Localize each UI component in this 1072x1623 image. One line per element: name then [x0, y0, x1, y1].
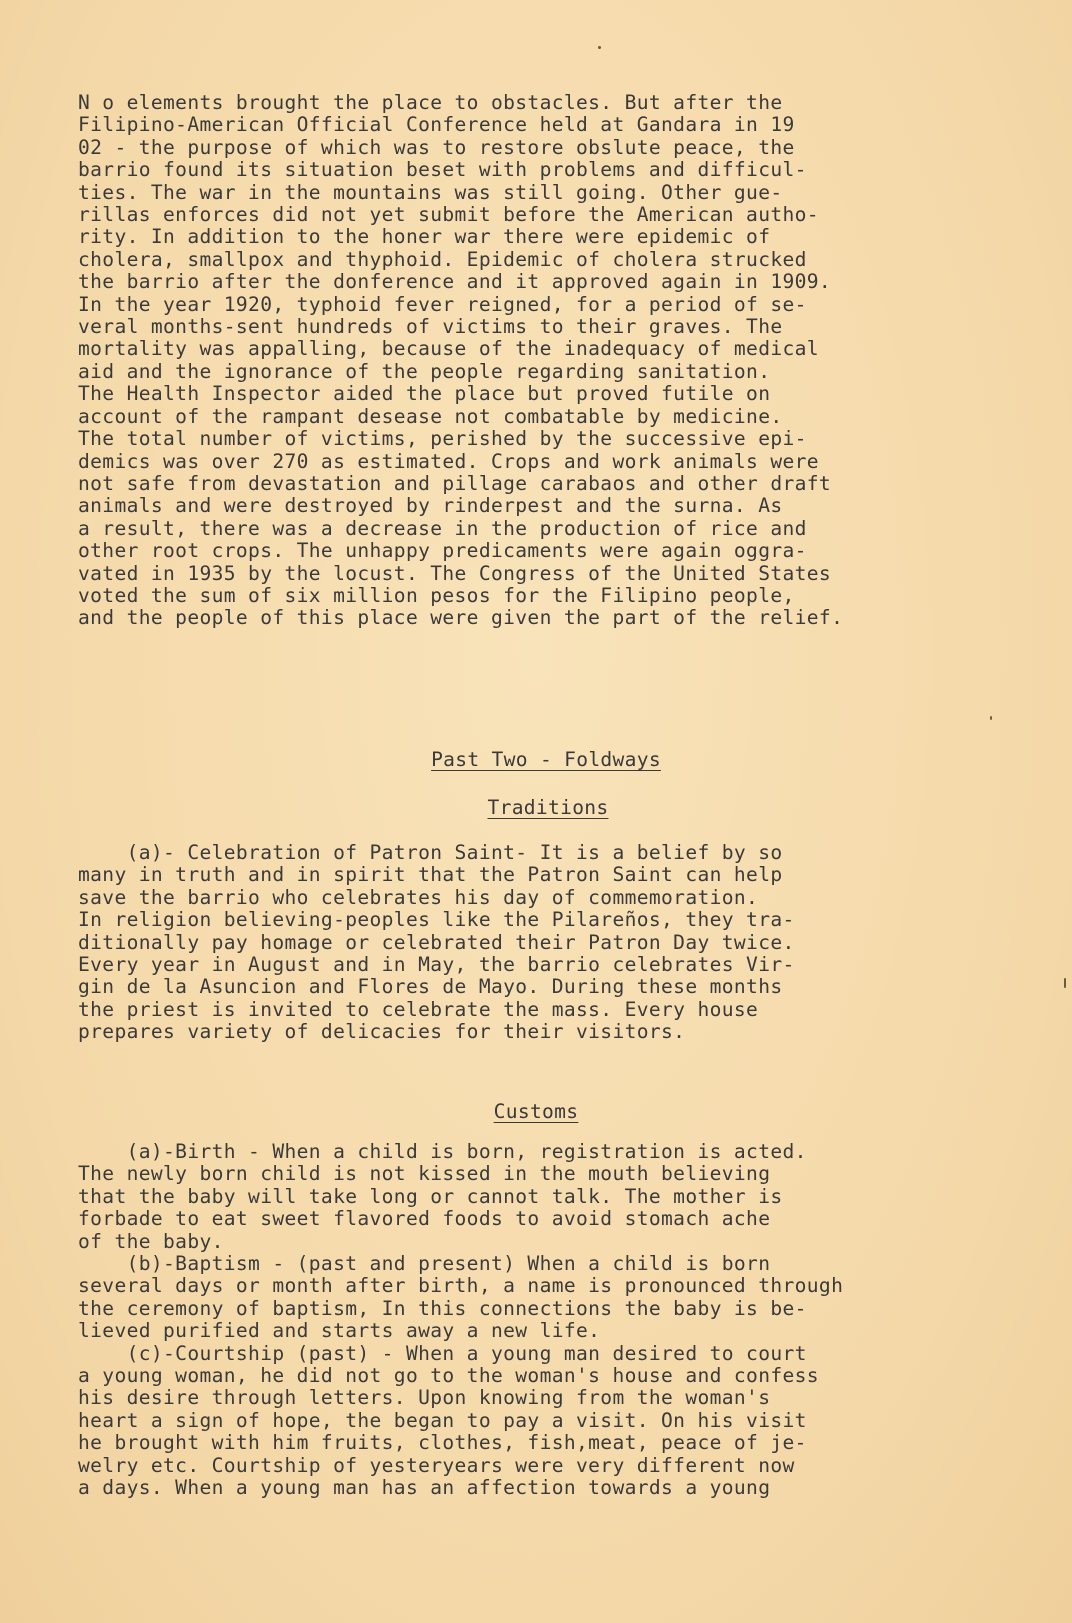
text-line: ties. The war in the mountains was still going. Other gue- [78, 180, 783, 204]
text-line: Filipino-American Official Conference held at Gandara in 19 [78, 113, 795, 137]
text-line: many in truth and in spirit that the Patron Saint can help [78, 863, 783, 887]
part-two-heading-text: Past Two - Foldways [431, 748, 661, 771]
text-line: he brought with him fruits, clothes, fish,meat, peace of je- [78, 1431, 807, 1455]
text-line: a days. When a young man has an affection towards a young [78, 1476, 771, 1500]
text-line: rillas enforces did not yet submit before the American autho- [78, 203, 819, 227]
text-line: the barrio after the donference and it approved again in 1909. [78, 270, 832, 294]
text-line: prepares variety of delicacies for their visitors. [78, 1020, 686, 1044]
text-line: rity. In addition to the honer war there were epidemic of [78, 225, 771, 249]
text-line: The total number of victims, perished by the successive epi- [78, 427, 807, 451]
text-line: (c)-Courtship (past) - When a young man desired to court [78, 1341, 807, 1365]
text-line: the priest is invited to celebrate the mass. Every house [78, 997, 759, 1021]
customs-heading-text: Customs [493, 1100, 579, 1123]
text-line: a young woman, he did not go to the woman's house and confess [78, 1364, 819, 1388]
text-line: the ceremony of baptism, In this connections the baby is be- [78, 1296, 807, 1320]
text-line: and the people of this place were given the part of the relief. [78, 606, 844, 630]
customs-paragraph [78, 1141, 1018, 1500]
text-line: forbade to eat sweet flavored foods to avoid stomach ache [78, 1207, 771, 1231]
traditions-paragraph [78, 842, 1018, 1044]
text-line: a result, there was a decrease in the production of rice and [78, 516, 807, 540]
text-line: not safe from devastation and pillage carabaos and other draft [78, 471, 832, 495]
text-line: several days or month after birth, a name is pronounced through [78, 1274, 844, 1298]
text-line: The newly born child is not kissed in the mouth believing [78, 1162, 771, 1186]
text-line: his desire through letters. Upon knowing from the woman's [78, 1386, 771, 1410]
text-line: (a)- Celebration of Patron Saint- It is a belief by so [78, 841, 783, 864]
text-line: welry etc. Courtship of yesteryears were very different now [78, 1453, 795, 1477]
text-line: The Health Inspector aided the place but proved futile on [78, 382, 771, 406]
text-line: Every year in August and in May, the barrio celebrates Vir- [78, 953, 795, 977]
text-line: demics was over 270 as estimated. Crops and work animals were [78, 449, 819, 473]
text-line: vated in 1935 by the locust. The Congress of the United States [78, 561, 832, 585]
text-line: other root crops. The unhappy predicaments were again oggra- [78, 539, 807, 563]
customs-heading [0, 1100, 1072, 1124]
text-line: 02 - the purpose of which was to restore obslute peace, the [78, 135, 795, 159]
traditions-heading [0, 796, 1072, 820]
text-line: of the baby. [78, 1229, 224, 1253]
text-line: N o elements brought the place to obstacles. But after the [78, 91, 783, 114]
text-line: (b)-Baptism - (past and present) When a child is born [78, 1252, 771, 1276]
text-line: gin de la Asuncion and Flores de Mayo. During these months [78, 975, 783, 999]
text-line: In the year 1920, typhoid fever reigned, for a period of se- [78, 292, 807, 316]
text-line: aid and the ignorance of the people regarding sanitation. [78, 359, 771, 383]
traditions-heading-text: Traditions [487, 796, 609, 819]
text-line: (a)-Birth - When a child is born, registration is acted. [78, 1140, 807, 1163]
text-line: veral months-sent hundreds of victims to their graves. The [78, 315, 783, 339]
text-line: mortality was appalling, because of the inadequacy of medical [78, 337, 819, 361]
text-line: In religion believing-peoples like the Pilareños, they tra- [78, 908, 795, 932]
history-paragraph [78, 92, 1018, 630]
text-line: ditionally pay homage or celebrated their Patron Day twice. [78, 930, 795, 954]
part-two-heading [0, 748, 1072, 772]
text-line: voted the sum of six million pesos for the Filipino people, [78, 583, 795, 607]
text-line: heart a sign of hope, the began to pay a visit. On his visit [78, 1408, 807, 1432]
text-line: cholera, smallpox and thyphoid. Epidemic of cholera strucked [78, 247, 807, 271]
paper-speck [1064, 978, 1066, 988]
text-line: that the baby will take long or cannot talk. The mother is [78, 1184, 783, 1208]
text-line: lieved purified and starts away a new life. [78, 1319, 601, 1343]
paper-speck [990, 716, 992, 720]
paper-speck [598, 46, 601, 49]
text-line: barrio found its situation beset with problems and difficul- [78, 158, 807, 182]
text-line: save the barrio who celebrates his day of commemoration. [78, 885, 759, 909]
text-line: animals and were destroyed by rinderpest and the surna. As [78, 494, 783, 518]
text-line: account of the rampant desease not combatable by medicine. [78, 404, 783, 428]
